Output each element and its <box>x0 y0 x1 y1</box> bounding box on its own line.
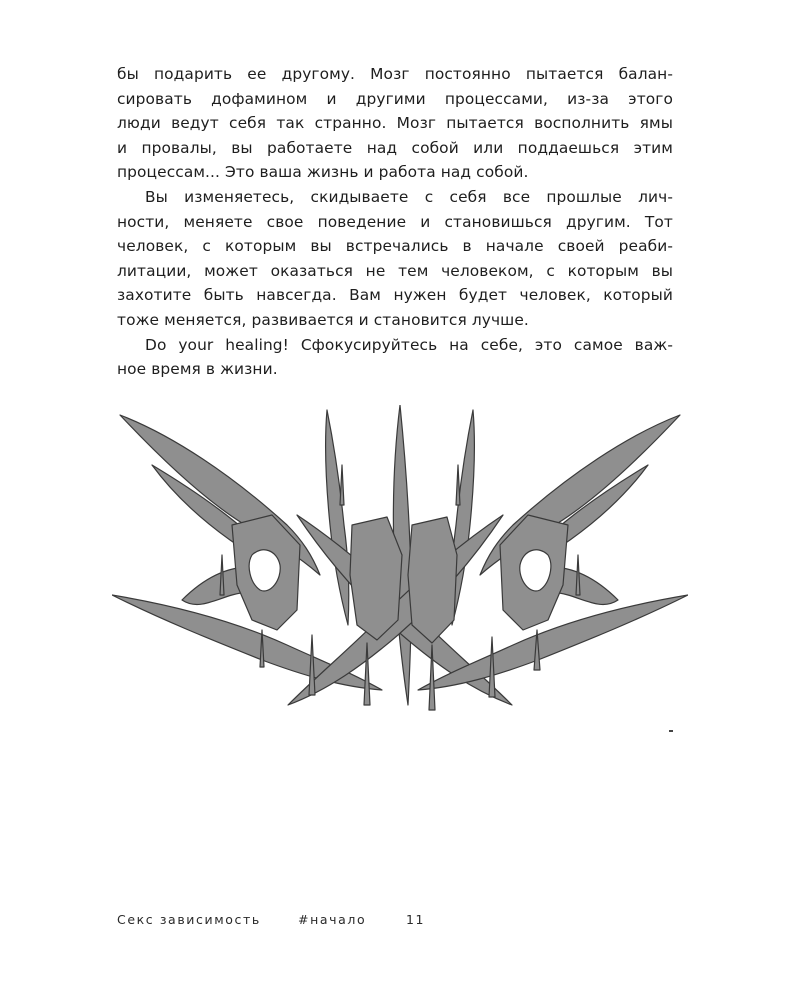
body-text <box>117 62 673 382</box>
text-line: люди ведут себя так странно. Мозг пытается восполнить ямы <box>117 114 673 133</box>
text-line: литации, может оказаться не тем человеком, с которым вы <box>117 261 673 280</box>
text-line: ное время в жизни. <box>117 360 278 379</box>
text-line: Do your healing! Сфокусируйтесь на себе, это самое важ- <box>145 335 673 354</box>
text-line: тоже меняется, развивается и становится лучше. <box>117 310 529 329</box>
logo-letter-2 <box>350 517 402 640</box>
text-line: захотите быть навсегда. Вам нужен будет человек, который <box>117 286 673 305</box>
gothic-band-logo-icon <box>112 405 688 725</box>
text-line: человек, с которым вы встречались в начале своей реаби- <box>117 237 673 256</box>
page-number: 11 <box>406 912 426 927</box>
footer-hashtag: #начало <box>298 912 367 927</box>
text-line: Вы изменяетесь, скидываете с себя все прошлые лич- <box>145 187 673 206</box>
stray-mark <box>669 730 673 732</box>
logo-spike-center-left <box>326 410 349 625</box>
text-line: процессам... Это ваша жизнь и работа над собой. <box>117 163 529 182</box>
text-line: бы подарить ее другому. Мозг постоянно пытается балан- <box>117 65 673 83</box>
logo-letter-3 <box>408 517 457 643</box>
text-line: сировать дофамином и другими процессами, из-за этого <box>117 89 673 108</box>
text-line: и провалы, вы работаете над собой или поддаешься этим <box>117 138 673 157</box>
text-line: ности, меняете свое поведение и становишься другим. Тот <box>117 212 673 231</box>
footer-book-title: Секс зависимость <box>117 912 261 927</box>
